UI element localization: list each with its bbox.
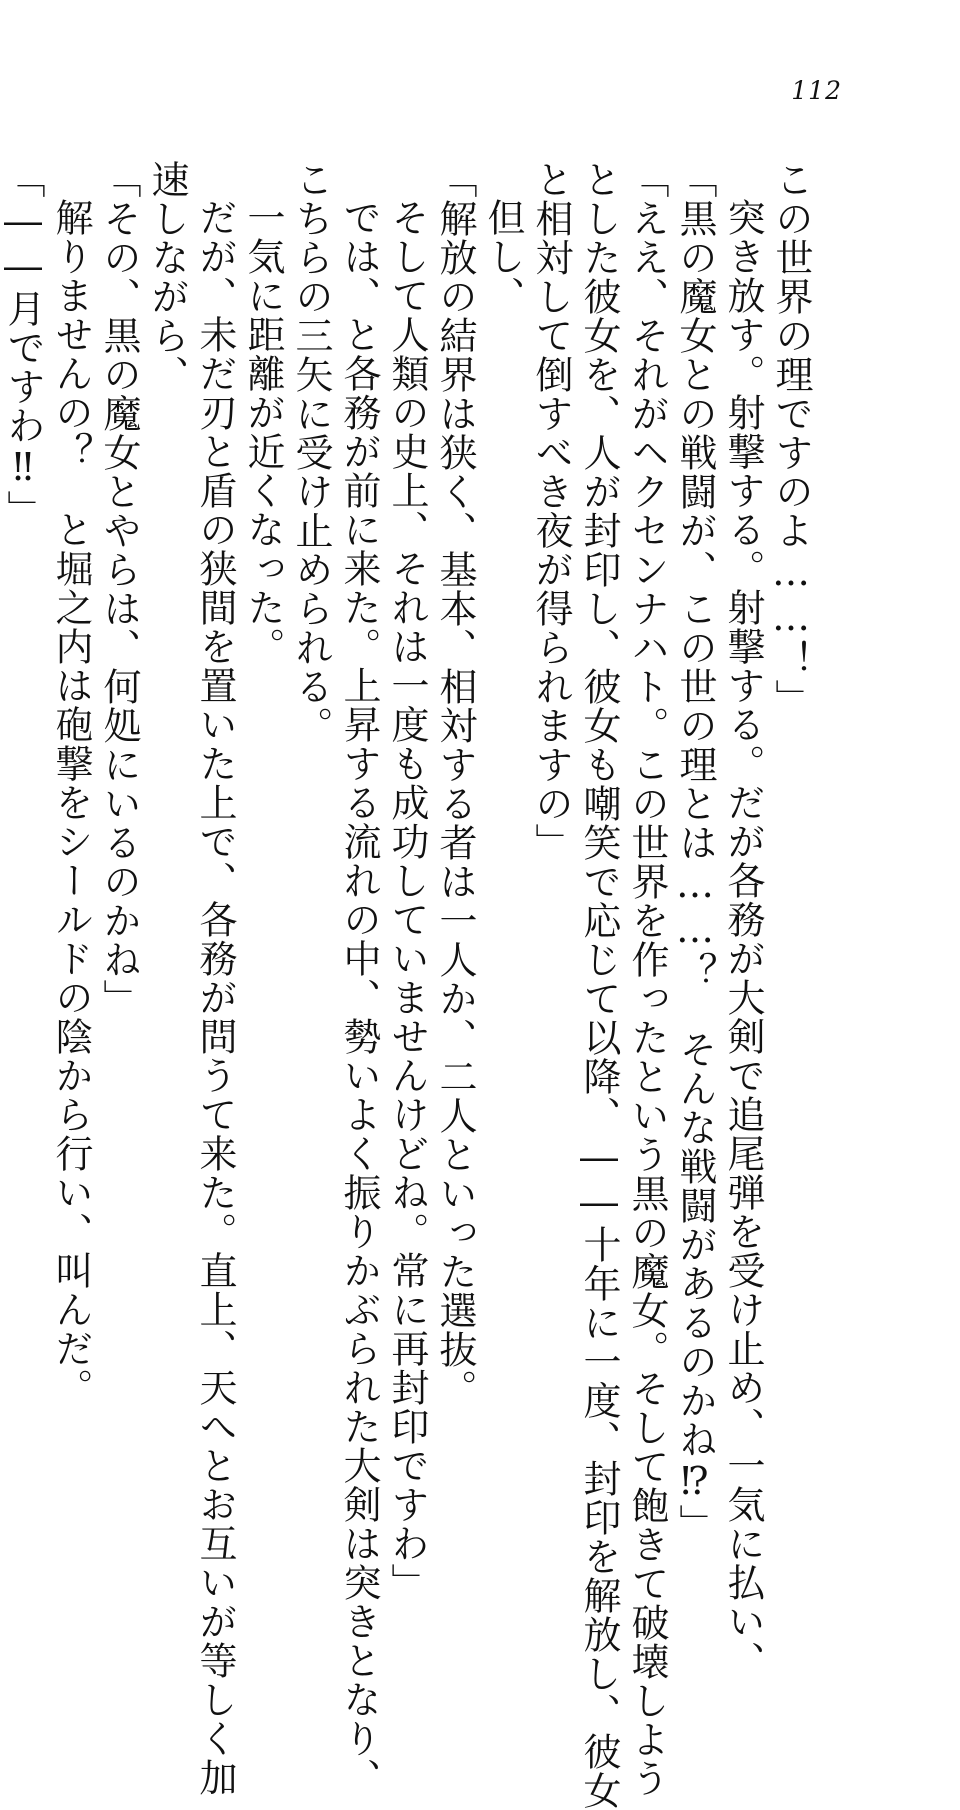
- text-line: そして人類の史上、それは一度も成功していませんけどね。常に再封印ですわ」: [385, 198, 429, 1602]
- text-line: 速しながら、: [145, 160, 189, 394]
- text-line: と相対して倒すべき夜が得られますの」: [529, 160, 573, 862]
- text-line: 解りませんの？ と堀之内は砲撃をシールドの陰から行い、叫んだ。: [49, 198, 93, 1407]
- text-line: では、と各務が前に来た。上昇する流れの中、勢いよく振りかぶられた大剣は突きとなり、: [337, 198, 381, 1797]
- page-number: 112: [791, 76, 842, 105]
- text-line: とした彼女を、人が封印し、彼女も嘲笑で応じて以降、――十年に一度、封印を解放し、彼女: [577, 160, 621, 1810]
- text-line: 但し、: [481, 198, 525, 315]
- text-line: この世界の理ですのよ……！」: [769, 160, 813, 718]
- text-line: 一気に距離が近くなった。: [241, 198, 285, 666]
- vertical-text-body: [1, 160, 815, 1810]
- text-line: 「――月ですわ‼」: [1, 160, 45, 529]
- text-line: 「黒の魔女との戦闘が、この世の理とは……？ そんな戦闘があるのかね⁉」: [673, 160, 717, 1543]
- text-line: 「ええ、それがヘクセンナハト。この世界を作ったという黒の魔女。そして飽きて破壊しよう: [625, 160, 669, 1798]
- text-line: こちらの三矢に受け止められる。: [289, 160, 333, 745]
- text-line: 「その、黒の魔女とやらは、何処にいるのかね」: [97, 160, 141, 1018]
- text-line: 「解放の結界は狭く、基本、相対する者は一人か、二人といった選抜。: [433, 160, 477, 1408]
- text-line: だが、未だ刃と盾の狭間を置いた上で、各務が問うて来た。直上、天へとお互いが等しく加: [193, 198, 237, 1797]
- text-line: 突き放す。射撃する。射撃する。だが各務が大剣で追尾弾を受け止め、一気に払い、: [721, 198, 765, 1680]
